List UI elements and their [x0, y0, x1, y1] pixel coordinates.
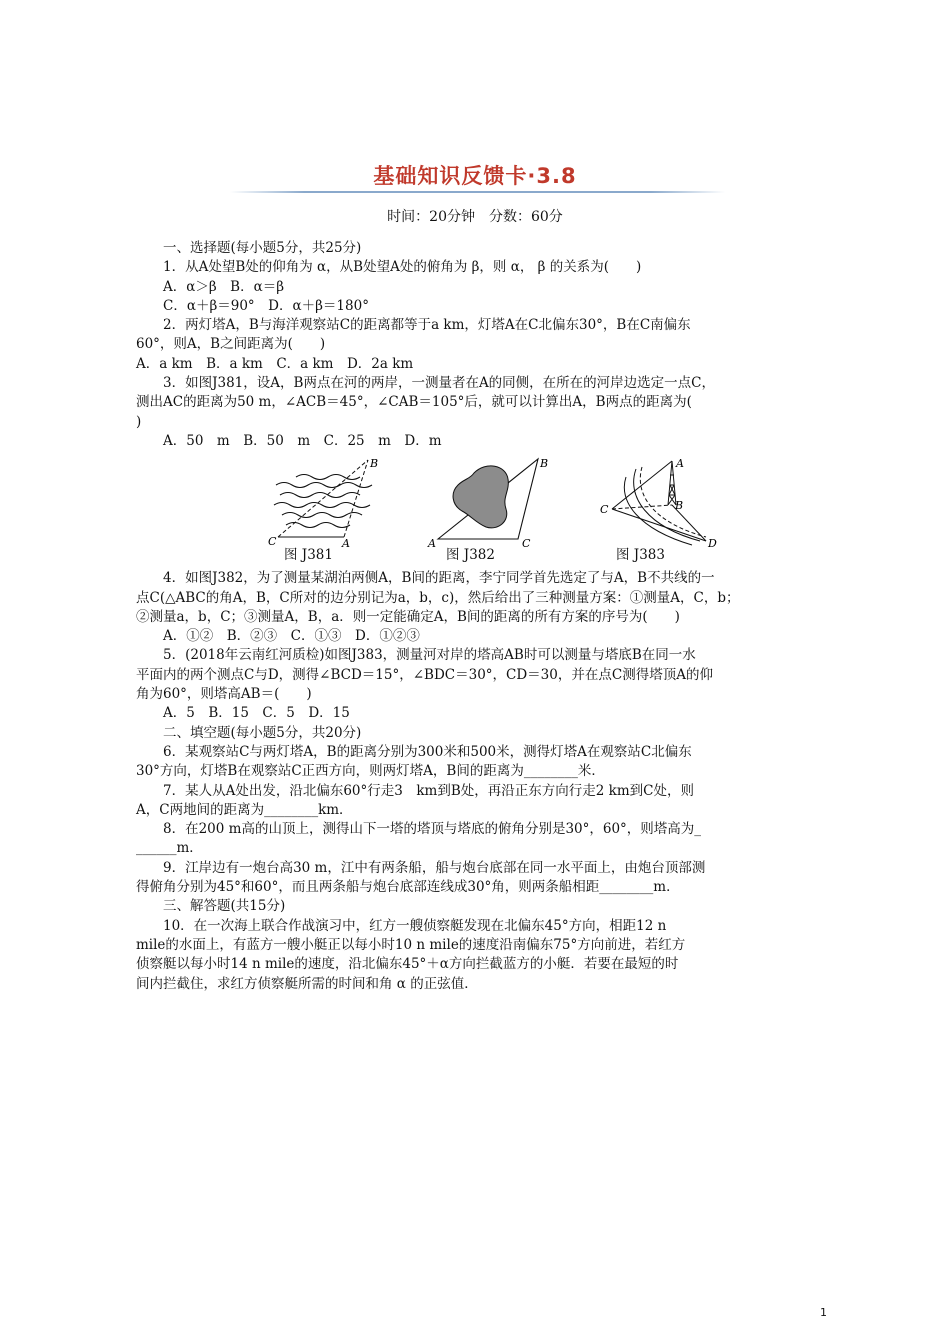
title-divider — [230, 191, 725, 193]
section-heading: 一、选择题(每小题5分，共25分) — [163, 240, 362, 256]
time-score-info: 时间：20分钟 分数：60分 — [387, 209, 563, 225]
figure-row — [136, 457, 816, 565]
figure-j382 — [426, 457, 561, 564]
figure-label: A — [428, 537, 436, 550]
question-8: ______m． — [136, 840, 203, 857]
figure-label: B — [370, 457, 379, 471]
question-9: 9．江岸边有一炮台高30 m，江中有两条船，船与炮台底部在同一水平面上，由炮台顶部测 — [163, 859, 706, 876]
question-4: 点C(△ABC的角A，B，C所对的边分别记为a，b，c)，然后给出了三种测量方案：①测量A，C，b； — [136, 589, 740, 606]
question-6: 30°方向，灯塔B在观察站C正西方向，则两灯塔A，B间的距离为________米． — [136, 763, 605, 780]
question-1-options: C．α＋β＝90° D．α＋β＝180° — [163, 297, 369, 314]
question-2-options: A．a km B．a km C．a km D．2a km — [136, 355, 414, 372]
question-8: 8．在200 m高的山顶上，测得山下一塔的塔顶与塔底的俯角分别是30°，60°，则塔高为_ — [163, 821, 702, 838]
question-3: 3．如图J381，设A，B两点在河的两岸，一测量者在A的同侧，在所在的河岸边选定一点C， — [163, 375, 716, 392]
figure-label: D — [708, 537, 717, 550]
question-7: 7．某人从A处出发，沿北偏东60°行走3 km到B处，再沿正东方向行走2 km到C处，则 — [163, 782, 694, 799]
figure-label: B — [540, 457, 549, 471]
question-3: 测出AC的距离为50 m，∠ACB＝45°，∠CAB＝105°后，就可以计算出A，B两点的距离为( — [136, 394, 692, 411]
question-3: ) — [136, 413, 142, 430]
figure-label: A — [342, 537, 350, 550]
page-number: 1 — [820, 1306, 827, 1319]
question-body — [136, 239, 816, 994]
question-9: 得俯角分别为45°和60°，而且两条船与炮台底部连线成30°角，则两条船相距________m． — [136, 879, 680, 896]
question-6: 6．某观察站C与两灯塔A，B的距离分别为300米和500米，测得灯塔A在观察站C北偏东 — [163, 743, 692, 760]
question-5-options: A．5 B．15 C．5 D．15 — [163, 705, 350, 722]
question-10: 间内拦截住，求红方侦察艇所需的时间和角 α 的正弦值． — [136, 975, 478, 992]
figure-label: C — [268, 535, 277, 549]
section-heading: 二、填空题(每小题5分，共20分) — [163, 724, 362, 741]
question-3-options: A．50 m B．50 m C．25 m D．m — [163, 432, 442, 449]
figure-label: A — [676, 457, 684, 471]
section-heading: 三、解答题(共15分) — [163, 898, 286, 915]
question-5: 平面内的两个测点C与D，测得∠BCD＝15°，∠BDC＝30°，CD＝30，并在点C测得塔顶A的仰 — [136, 666, 713, 683]
question-1: 1．从A处望B处的仰角为 α，从B处望A处的俯角为 β，则 α， β 的关系为( ) — [163, 259, 642, 276]
question-7: A，C两地间的距离为________km． — [136, 801, 353, 818]
lake-diagram — [426, 457, 561, 549]
question-4-options: A．①② B．②③ C．①③ D．①②③ — [163, 628, 420, 645]
figure-label: C — [522, 537, 531, 550]
tower-diagram — [596, 457, 726, 549]
question-1-options: A．α＞β B．α＝β — [163, 278, 285, 295]
question-2: 60°，则A，B之间距离为( ) — [136, 336, 326, 353]
figure-j383 — [596, 457, 726, 564]
river-diagram — [266, 457, 386, 549]
figure-caption: 图 J383 — [616, 547, 665, 564]
figure-caption: 图 J382 — [446, 547, 495, 564]
figure-label: C — [600, 503, 609, 517]
question-5: 角为60°，则塔高AB＝( ) — [136, 686, 312, 703]
question-4: ②测量a，b，C；③测量A，B，a．则一定能确定A，B间的距离的所有方案的序号为( ) — [136, 608, 680, 625]
figure-label: B — [675, 499, 684, 513]
question-10: mile的水面上，有蓝方一艘小艇正以每小时10 n mile的速度沿南偏东75°方向前进，若红方 — [136, 936, 686, 953]
figure-caption: 图 J381 — [284, 547, 333, 564]
question-2: 2．两灯塔A，B与海洋观察站C的距离都等于a km，灯塔A在C北偏东30°，B在C南偏东 — [163, 317, 691, 334]
question-10: 侦察艇以每小时14 n mile的速度，沿北偏东45°＋α方向拦截蓝方的小艇．若要在最短的时 — [136, 956, 679, 973]
page-title: 基础知识反馈卡·3.8 — [373, 164, 577, 188]
question-10: 10．在一次海上联合作战演习中，红方一艘侦察艇发现在北偏东45°方向，相距12 n — [163, 917, 667, 934]
question-5: 5．(2018年云南红河质检)如图J383，测量河对岸的塔高AB时可以测量与塔底B在同一水 — [163, 647, 696, 664]
question-4: 4．如图J382，为了测量某湖泊两侧A，B间的距离，李宁同学首先选定了与A，B不共线的一 — [163, 570, 715, 587]
figure-j381 — [266, 457, 386, 564]
